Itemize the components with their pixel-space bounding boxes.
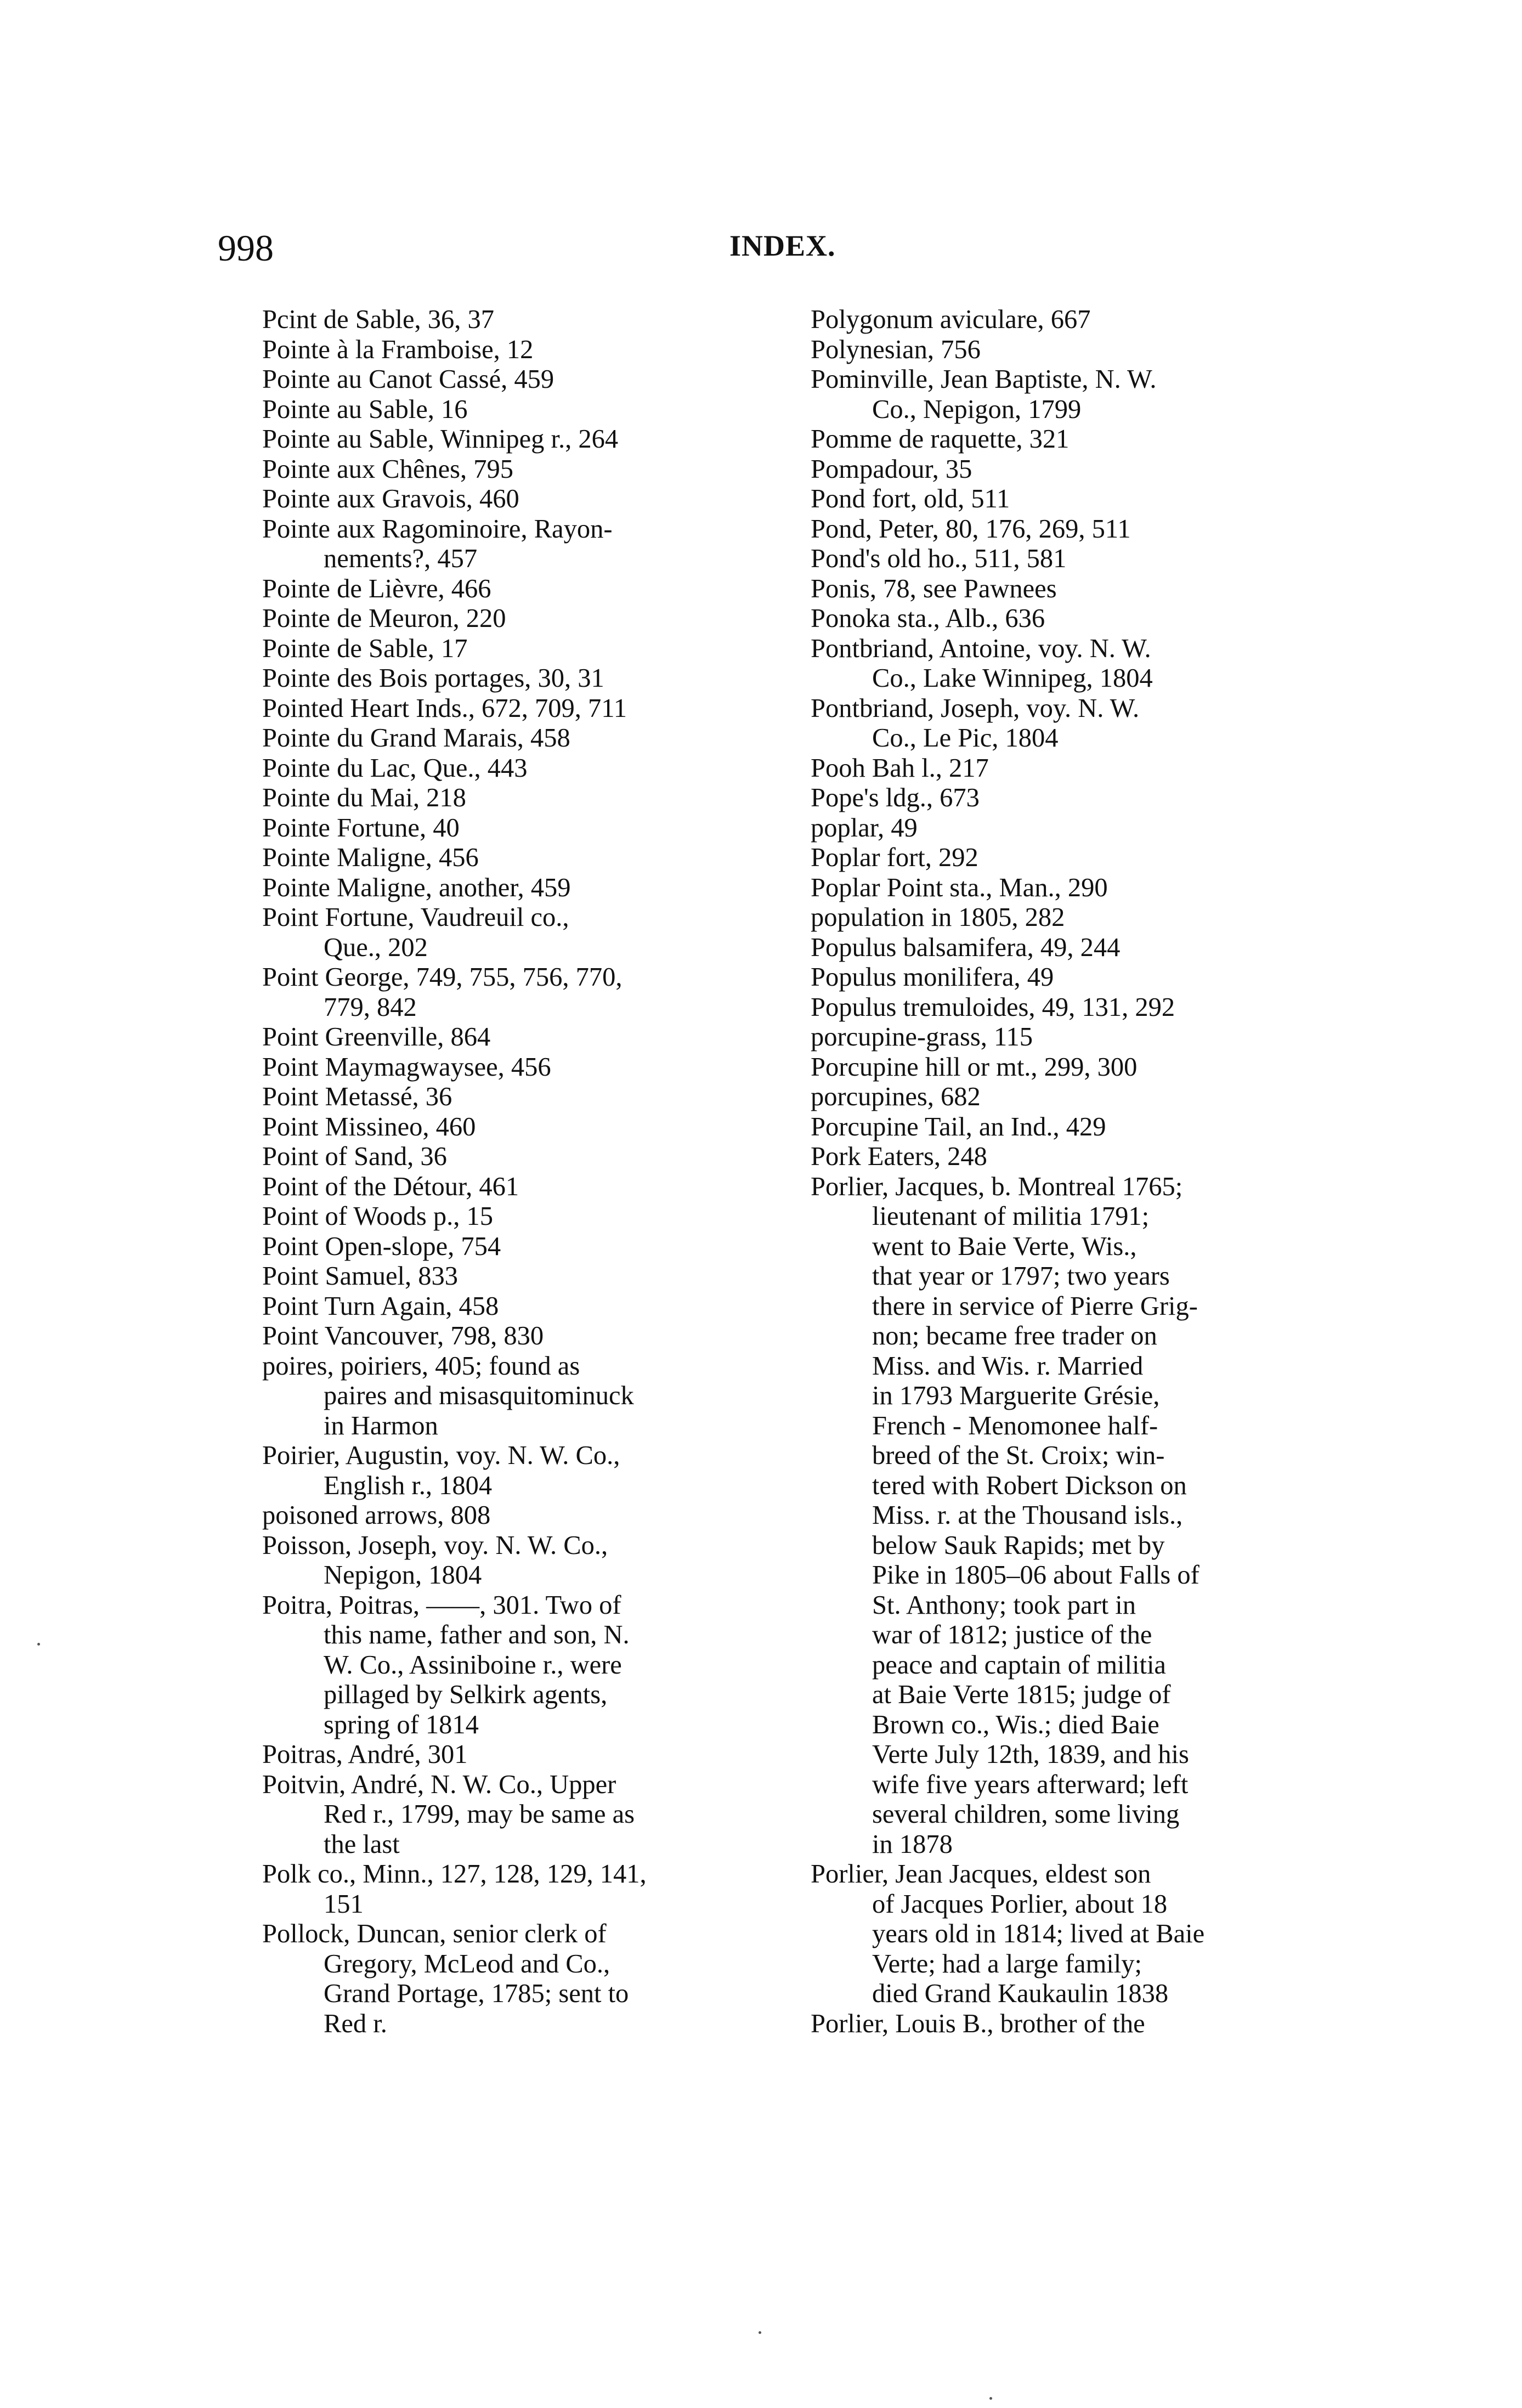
index-entry-heading: Pointe de Meuron, 220	[262, 604, 506, 633]
index-entry	[262, 1770, 767, 1860]
index-entry-heading: Point of Woods p., 15	[262, 1202, 493, 1231]
index-entry-continuation: there in service of Pierre Grig-	[872, 1291, 1198, 1321]
index-entry-heading: Poplar Point sta., Man., 290	[811, 873, 1108, 902]
index-entry-heading: Pollock, Duncan, senior clerk of	[262, 1919, 607, 1948]
index-entry-heading: Porlier, Jean Jacques, eldest son	[811, 1859, 1151, 1889]
index-entry	[262, 1022, 767, 1053]
index-entry-heading: Pope's ldg., 673	[811, 783, 980, 812]
index-entry	[811, 754, 1321, 784]
index-entry	[811, 2009, 1321, 2039]
index-entry-continuation: Miss. r. at the Thousand isls.,	[872, 1501, 1183, 1530]
index-entry-heading: Ponoka sta., Alb., 636	[811, 604, 1045, 633]
index-entry-heading: Pointe au Canot Cassé, 459	[262, 365, 555, 394]
index-entry-continuation: died Grand Kaukaulin 1838	[872, 1979, 1169, 2008]
index-entry-continuation: years old in 1814; lived at Baie	[872, 1919, 1205, 1948]
index-entry	[811, 574, 1321, 604]
index-entry-continuation: Verte July 12th, 1839, and his	[872, 1740, 1189, 1769]
index-entry	[811, 813, 1321, 844]
index-entry-continuation: Grand Portage, 1785; sent to	[324, 1979, 629, 2008]
index-entry-continuation: Co., Le Pic, 1804	[872, 723, 1059, 753]
index-entry	[262, 365, 767, 395]
index-entry-heading: Poirier, Augustin, voy. N. W. Co.,	[262, 1441, 620, 1470]
index-entry-heading: Pointe aux Ragominoire, Rayon-	[262, 514, 613, 544]
index-entry	[811, 515, 1321, 545]
index-entry	[262, 455, 767, 485]
index-entry-continuation: went to Baie Verte, Wis.,	[872, 1231, 1137, 1261]
index-entry-heading: Pontbriand, Antoine, voy. N. W.	[811, 634, 1151, 663]
index-entry-continuation: 151	[324, 1889, 364, 1919]
index-entry	[262, 425, 767, 455]
index-entry	[811, 933, 1321, 963]
index-entry-heading: porcupines, 682	[811, 1082, 981, 1111]
index-entry-continuation: French - Menomonee half-	[872, 1411, 1158, 1440]
index-entry-continuation: in 1878	[872, 1829, 953, 1859]
index-entry-heading: Pointe au Sable, 16	[262, 394, 468, 424]
index-entry	[262, 305, 767, 335]
index-entry-heading: Pointe à la Framboise, 12	[262, 335, 534, 364]
index-entry	[811, 783, 1321, 813]
index-entry-continuation: war of 1812; justice of the	[872, 1620, 1152, 1649]
index-entry	[262, 723, 767, 754]
index-entry	[262, 515, 767, 574]
index-entry-heading: Point Open-slope, 754	[262, 1231, 501, 1261]
index-entry	[262, 1292, 767, 1322]
index-entry	[262, 813, 767, 844]
index-entry-continuation: nements?, 457	[324, 544, 478, 573]
index-entry	[262, 873, 767, 903]
index-entry	[811, 903, 1321, 933]
index-entry-continuation: Pike in 1805–06 about Falls of	[872, 1561, 1200, 1590]
index-entry	[262, 335, 767, 365]
index-entry-continuation: below Sauk Rapids; met by	[872, 1530, 1165, 1560]
index-entry-heading: Point Missineo, 460	[262, 1112, 476, 1141]
index-entry-heading: Pointe de Lièvre, 466	[262, 574, 491, 603]
index-entry-continuation: spring of 1814	[324, 1710, 479, 1739]
index-entry	[262, 694, 767, 724]
index-entry	[262, 395, 767, 425]
index-entry-continuation: non; became free trader on	[872, 1321, 1157, 1350]
index-entry-heading: Porlier, Jacques, b. Montreal 1765;	[811, 1172, 1183, 1201]
index-entry-heading: Point Metassé, 36	[262, 1082, 452, 1111]
index-entry-heading: Polynesian, 756	[811, 335, 981, 364]
index-entry-heading: poplar, 49	[811, 813, 918, 843]
index-entry-heading: Pond's old ho., 511, 581	[811, 544, 1067, 573]
index-entry-heading: Poitras, André, 301	[262, 1740, 468, 1769]
index-entry	[811, 1172, 1321, 1860]
index-entry	[811, 1112, 1321, 1143]
print-speck	[989, 2397, 992, 2400]
index-entry-heading: Pointe Maligne, another, 459	[262, 873, 571, 902]
index-entry	[262, 664, 767, 694]
index-entry	[262, 1501, 767, 1531]
index-entry-heading: Pointed Heart Inds., 672, 709, 711	[262, 693, 627, 723]
index-entry	[811, 365, 1321, 425]
index-entry-heading: Pointe aux Gravois, 460	[262, 484, 519, 513]
index-entry-heading: Pointe au Sable, Winnipeg r., 264	[262, 425, 619, 454]
index-entry	[811, 544, 1321, 574]
index-entry-continuation: breed of the St. Croix; win-	[872, 1441, 1165, 1470]
index-entry-continuation: in Harmon	[324, 1411, 438, 1440]
index-entry	[262, 1172, 767, 1202]
index-entry-continuation: wife five years afterward; left	[872, 1770, 1189, 1799]
index-entry-heading: Pointe du Mai, 218	[262, 783, 466, 812]
index-entry-continuation: that year or 1797; two years	[872, 1262, 1170, 1291]
index-entry-continuation: of Jacques Porlier, about 18	[872, 1889, 1168, 1919]
index-entry	[262, 1859, 767, 1919]
index-column-left	[262, 305, 767, 2039]
index-entry	[811, 843, 1321, 873]
index-entry-continuation: Red r., 1799, may be same as	[324, 1800, 635, 1829]
index-entry-continuation: Brown co., Wis.; died Baie	[872, 1710, 1159, 1739]
index-entry-heading: Point Vancouver, 798, 830	[262, 1321, 544, 1350]
index-entry-continuation: Miss. and Wis. r. Married	[872, 1351, 1144, 1381]
index-entry-continuation: English r., 1804	[324, 1471, 493, 1500]
index-entry	[811, 1022, 1321, 1053]
index-entry-heading: Point George, 749, 755, 756, 770,	[262, 963, 623, 992]
index-entry	[811, 335, 1321, 365]
index-entry-heading: Pointe Maligne, 456	[262, 843, 479, 872]
index-entry	[811, 1859, 1321, 2009]
index-entry-continuation: tered with Robert Dickson on	[872, 1471, 1187, 1500]
index-entry	[262, 1919, 767, 2039]
index-entry	[262, 1202, 767, 1232]
index-entry-heading: Poitvin, André, N. W. Co., Upper	[262, 1770, 616, 1799]
index-entry	[811, 604, 1321, 634]
page-title: INDEX.	[729, 229, 836, 262]
index-entry-continuation: 779, 842	[324, 992, 417, 1022]
index-entry-heading: Ponis, 78, see Pawnees	[811, 574, 1057, 603]
index-entry	[262, 843, 767, 873]
index-entry-continuation: Que., 202	[324, 932, 428, 962]
index-entry-heading: Pond fort, old, 511	[811, 484, 1010, 513]
index-entry-heading: porcupine-grass, 115	[811, 1022, 1033, 1052]
index-entry	[262, 1441, 767, 1501]
index-entry-heading: Point Maymagwaysee, 456	[262, 1052, 551, 1082]
index-entry	[262, 1082, 767, 1112]
index-entry-continuation: W. Co., Assiniboine r., were	[324, 1650, 622, 1680]
print-speck	[37, 1643, 40, 1646]
print-speck	[759, 2331, 761, 2334]
index-entry-heading: Pointe du Grand Marais, 458	[262, 723, 570, 753]
index-entry	[262, 1352, 767, 1442]
index-entry-heading: Pointe aux Chênes, 795	[262, 454, 514, 484]
page-number: 998	[218, 227, 274, 269]
index-entry-heading: Point of the Détour, 461	[262, 1172, 519, 1201]
index-entry	[262, 1591, 767, 1740]
index-entry-heading: Point Samuel, 833	[262, 1262, 459, 1291]
index-entry-heading: Porcupine hill or mt., 299, 300	[811, 1052, 1138, 1082]
index-entry-heading: Polk co., Minn., 127, 128, 129, 141,	[262, 1859, 647, 1889]
index-entry	[262, 1321, 767, 1352]
index-entry	[811, 1082, 1321, 1112]
index-entry-heading: Pointe Fortune, 40	[262, 813, 460, 843]
index-entry-continuation: several children, some living	[872, 1800, 1180, 1829]
index-entry-heading: Pompadour, 35	[811, 454, 972, 484]
index-entry	[811, 1142, 1321, 1172]
index-entry-heading: Pork Eaters, 248	[811, 1142, 987, 1171]
index-entry	[262, 1112, 767, 1143]
index-entry	[262, 634, 767, 664]
index-entry-continuation: Red r.	[324, 2009, 387, 2038]
index-entry-continuation: St. Anthony; took part in	[872, 1590, 1136, 1620]
index-entry	[262, 1053, 767, 1083]
index-entry	[811, 873, 1321, 903]
index-entry	[262, 574, 767, 604]
index-entry-heading: Point of Sand, 36	[262, 1142, 447, 1171]
index-entry	[811, 484, 1321, 515]
index-entry	[811, 993, 1321, 1023]
index-entry-heading: Pontbriand, Joseph, voy. N. W.	[811, 693, 1140, 723]
index-entry-heading: Point Fortune, Vaudreuil co.,	[262, 903, 569, 932]
index-entry-continuation: Gregory, McLeod and Co.,	[324, 1949, 610, 1979]
index-entry	[811, 305, 1321, 335]
index-entry-continuation: Co., Nepigon, 1799	[872, 394, 1082, 424]
index-entry	[262, 783, 767, 813]
index-entry-continuation: this name, father and son, N.	[324, 1620, 630, 1649]
index-entry-heading: Pomme de raquette, 321	[811, 425, 1070, 454]
index-entry-heading: Porcupine Tail, an Ind., 429	[811, 1112, 1106, 1141]
index-entry-continuation: lieutenant of militia 1791;	[872, 1202, 1150, 1231]
index-entry-heading: population in 1805, 282	[811, 903, 1065, 932]
index-entry-heading: Poisson, Joseph, voy. N. W. Co.,	[262, 1530, 608, 1560]
index-entry	[262, 1232, 767, 1262]
index-entry-heading: Pointe du Lac, Que., 443	[262, 753, 528, 783]
index-entry	[262, 1262, 767, 1292]
index-entry-heading: Poitra, Poitras, ——, 301. Two of	[262, 1590, 621, 1620]
index-entry-heading: Pointe des Bois portages, 30, 31	[262, 664, 604, 693]
index-entry-continuation: Nepigon, 1804	[324, 1561, 482, 1590]
index-entry-heading: Pcint de Sable, 36, 37	[262, 305, 494, 334]
index-entry	[811, 694, 1321, 754]
index-entry-heading: Pointe de Sable, 17	[262, 634, 468, 663]
index-entry-heading: Populus balsamifera, 49, 244	[811, 932, 1121, 962]
index-entry	[262, 1531, 767, 1591]
index-entry-heading: poisoned arrows, 808	[262, 1501, 491, 1530]
index-entry	[811, 1053, 1321, 1083]
index-entry	[262, 484, 767, 515]
index-entry-heading: Pominville, Jean Baptiste, N. W.	[811, 365, 1157, 394]
index-entry	[811, 963, 1321, 993]
index-entry-continuation: in 1793 Marguerite Grésie,	[872, 1381, 1160, 1410]
index-entry	[262, 604, 767, 634]
index-entry-heading: Populus tremuloides, 49, 131, 292	[811, 992, 1175, 1022]
index-column-right	[811, 305, 1321, 2039]
index-entry-heading: Porlier, Louis B., brother of the	[811, 2009, 1145, 2038]
index-entry	[811, 455, 1321, 485]
index-entry-heading: Pooh Bah l., 217	[811, 753, 989, 783]
index-entry	[262, 903, 767, 963]
index-entry-heading: Pond, Peter, 80, 176, 269, 511	[811, 514, 1131, 544]
index-entry-heading: Populus monilifera, 49	[811, 963, 1054, 992]
index-entry-heading: poires, poiriers, 405; found as	[262, 1351, 580, 1381]
index-entry-heading: Point Turn Again, 458	[262, 1291, 499, 1321]
index-entry-continuation: the last	[324, 1829, 400, 1859]
index-entry-heading: Polygonum aviculare, 667	[811, 305, 1091, 334]
index-entry-heading: Point Greenville, 864	[262, 1022, 491, 1052]
index-entry-continuation: paires and misasquitominuck	[324, 1381, 634, 1410]
index-entry	[262, 1142, 767, 1172]
index-entry-continuation: pillaged by Selkirk agents,	[324, 1680, 608, 1709]
index-entry	[262, 963, 767, 1022]
index-entry-continuation: at Baie Verte 1815; judge of	[872, 1680, 1171, 1709]
index-entry-continuation: peace and captain of militia	[872, 1650, 1166, 1680]
index-entry	[811, 634, 1321, 694]
index-entry	[262, 754, 767, 784]
index-entry-continuation: Verte; had a large family;	[872, 1949, 1142, 1979]
index-entry	[262, 1740, 767, 1770]
index-entry-continuation: Co., Lake Winnipeg, 1804	[872, 664, 1153, 693]
index-entry	[811, 425, 1321, 455]
index-entry-heading: Poplar fort, 292	[811, 843, 978, 872]
